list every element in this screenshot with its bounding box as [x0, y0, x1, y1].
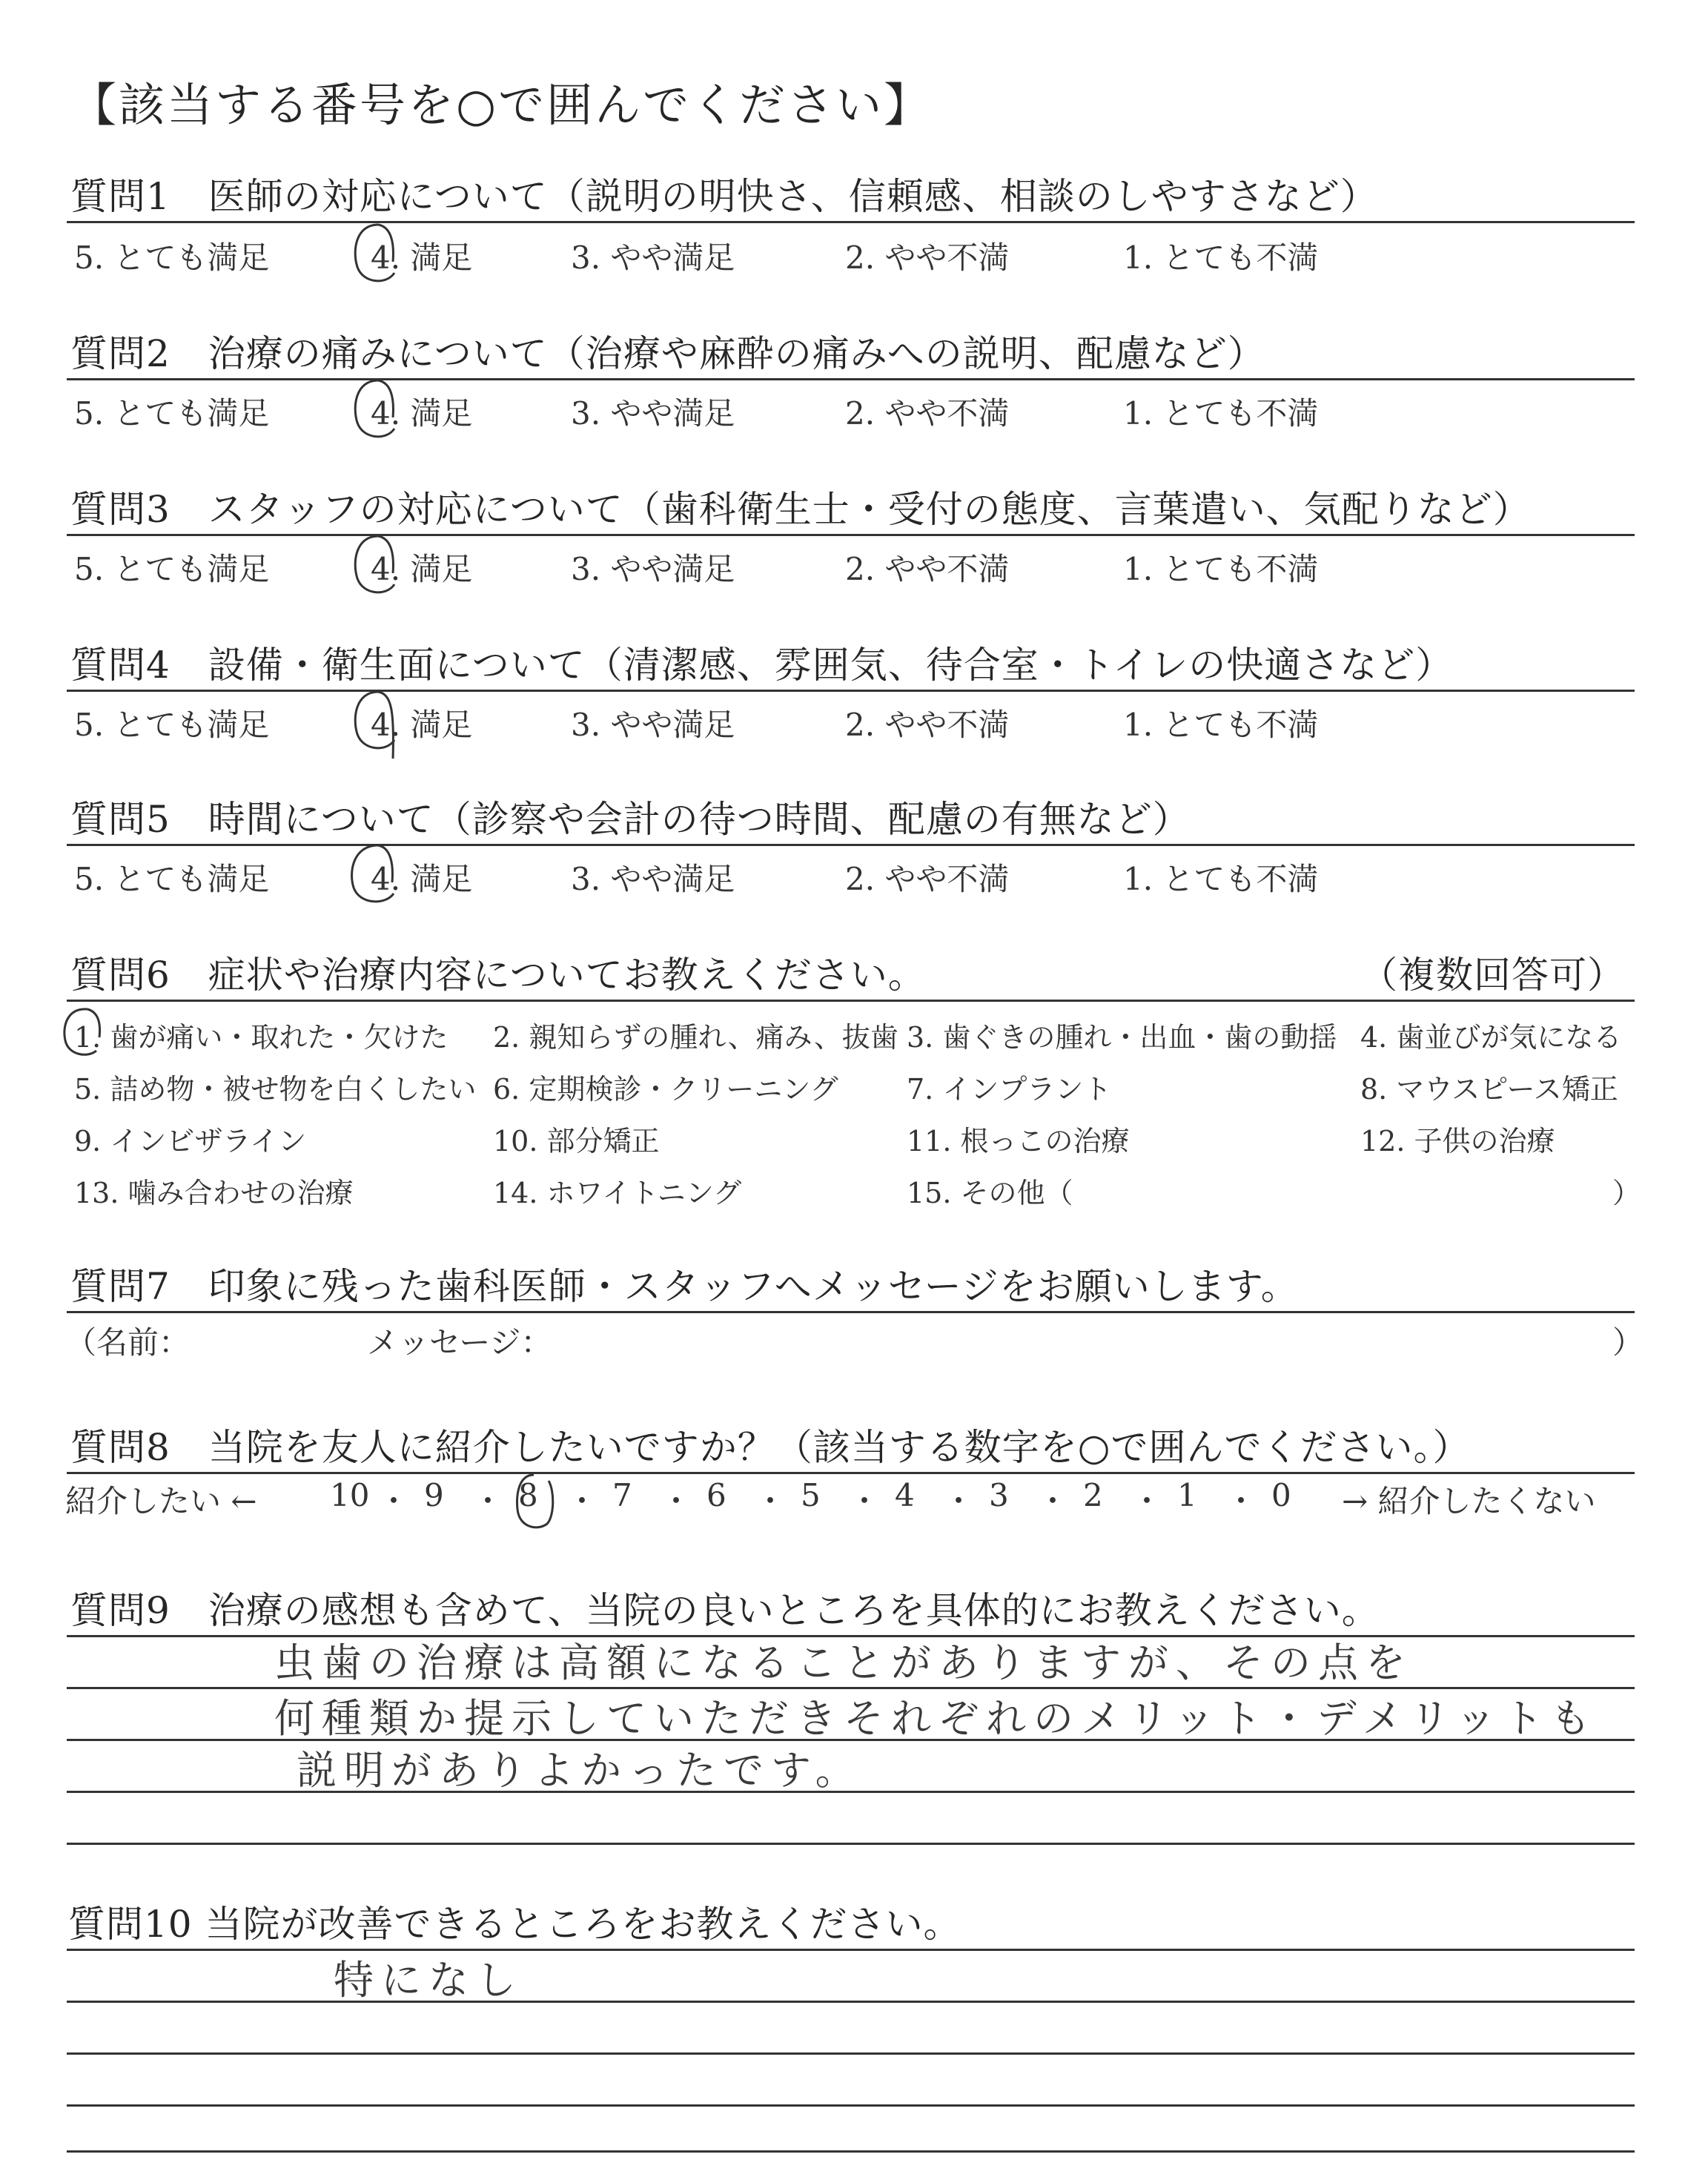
page-title: 【該当する番号を○で囲んでください】: [70, 78, 933, 132]
scale-separator-dot: ・: [1225, 1483, 1257, 1519]
scale-separator-dot: ・: [472, 1483, 504, 1519]
scale-value[interactable]: 5: [801, 1477, 821, 1513]
q6-item-6[interactable]: 6. 定期検診・クリーニング: [493, 1073, 838, 1106]
q4-option-4[interactable]: 4. 満足: [371, 707, 473, 743]
q6-item-3[interactable]: 3. 歯ぐきの腫れ・出血・歯の動揺: [907, 1021, 1337, 1054]
q6-item-14[interactable]: 14. ホワイトニング: [493, 1177, 742, 1209]
divider: [67, 1949, 1635, 1951]
divider: [67, 1472, 1635, 1474]
q4-option-2[interactable]: 2. やや不満: [845, 707, 1010, 743]
q10-answer-line-1[interactable]: 特になし: [334, 1957, 523, 2004]
q1-option-4[interactable]: 4. 満足: [371, 240, 473, 276]
q6-item-15[interactable]: 15. その他（: [907, 1177, 1073, 1209]
q4-option-1[interactable]: 1. とても不満: [1123, 707, 1319, 743]
name-label: （名前：: [65, 1324, 191, 1361]
q4-option-5[interactable]: 5. とても満足: [74, 707, 270, 743]
q3-option-1[interactable]: 1. とても不満: [1123, 551, 1319, 587]
question-5-title: 質問5 時間について（診察や会計の待つ時間、配慮の有無など）: [70, 798, 1191, 841]
divider: [67, 221, 1635, 223]
q6-item-9[interactable]: 9. インビザライン: [74, 1125, 307, 1157]
q2-option-1[interactable]: 1. とても不満: [1123, 395, 1319, 432]
question-10-title: 質問10 当院が改善できるところをお教えください。: [68, 1903, 961, 1946]
answer-line: [67, 2052, 1635, 2055]
q3-option-2[interactable]: 2. やや不満: [845, 551, 1010, 587]
scale-value[interactable]: 9: [424, 1477, 444, 1513]
answer-line: [67, 2104, 1635, 2107]
selection-circle-mark: [348, 532, 408, 599]
selection-circle-mark: [348, 688, 408, 762]
recommend-right-label: → 紹介したくない: [1342, 1483, 1596, 1519]
scale-value[interactable]: 8: [518, 1477, 538, 1513]
q9-answer-line-2[interactable]: 何種類か提示していただきそれぞれのメリット・デメリットも: [274, 1695, 1598, 1742]
recommend-left-label: 紹介したい ←: [65, 1483, 257, 1519]
scale-separator-dot: ・: [849, 1483, 881, 1519]
scale-separator-dot: ・: [1131, 1483, 1163, 1519]
q6-item-12[interactable]: 12. 子供の治療: [1360, 1125, 1555, 1157]
scale-value[interactable]: 10: [330, 1477, 370, 1513]
q2-option-4[interactable]: 4. 満足: [371, 395, 473, 432]
q2-option-2[interactable]: 2. やや不満: [845, 395, 1010, 432]
q4-option-3[interactable]: 3. やや満足: [571, 707, 735, 743]
q6-item-5[interactable]: 5. 詰め物・被せ物を白くしたい: [74, 1073, 477, 1106]
divider: [67, 844, 1635, 846]
q6-item-1[interactable]: 1. 歯が痛い・取れた・欠けた: [74, 1021, 448, 1054]
divider: [67, 534, 1635, 536]
q6-item-4[interactable]: 4. 歯並びが気になる: [1360, 1021, 1622, 1054]
question-4-title: 質問4 設備・衛生面について（清潔感、雰囲気、待合室・トイレの快適さなど）: [70, 644, 1454, 687]
question-6-title: 質問6 症状や治療内容についてお教えください。: [70, 954, 926, 997]
q3-option-5[interactable]: 5. とても満足: [74, 551, 270, 587]
scale-value[interactable]: 4: [895, 1477, 915, 1513]
q9-answer-line-1[interactable]: 虫歯の治療は高額になることがありますが、その点を: [274, 1639, 1413, 1686]
scale-separator-dot: ・: [378, 1483, 410, 1519]
question-8-title: 質問8 当院を友人に紹介したいですか？（該当する数字を○で囲んでください。）: [70, 1426, 1471, 1469]
message-close-paren: ）: [1612, 1324, 1644, 1361]
q5-option-1[interactable]: 1. とても不満: [1123, 861, 1319, 897]
answer-line: [67, 2150, 1635, 2153]
q5-option-5[interactable]: 5. とても満足: [74, 861, 270, 897]
divider: [67, 1000, 1635, 1002]
divider: [67, 690, 1635, 692]
selection-circle-mark: [345, 842, 408, 908]
divider: [67, 378, 1635, 380]
scale-value[interactable]: 2: [1083, 1477, 1103, 1513]
scale-value[interactable]: 6: [706, 1477, 726, 1513]
q6-item-13[interactable]: 13. 噛み合わせの治療: [74, 1177, 354, 1209]
q1-option-1[interactable]: 1. とても不満: [1123, 240, 1319, 276]
q9-answer-line-3[interactable]: 説明がありよかったです。: [297, 1747, 863, 1794]
scale-value[interactable]: 7: [612, 1477, 632, 1513]
question-9-title: 質問9 治療の感想も含めて、当院の良いところを具体的にお教えください。: [70, 1589, 1380, 1632]
scale-separator-dot: ・: [1037, 1483, 1069, 1519]
answer-line: [67, 2001, 1635, 2003]
question-3-title: 質問3 スタッフの対応について（歯科衛生士・受付の態度、言葉遣い、気配りなど）: [70, 488, 1531, 531]
q5-option-2[interactable]: 2. やや不満: [845, 861, 1010, 897]
selection-circle-mark: [348, 221, 408, 288]
q2-option-3[interactable]: 3. やや満足: [571, 395, 735, 432]
q6-item-2[interactable]: 2. 親知らずの腫れ、痛み、抜歯: [493, 1021, 898, 1054]
q3-option-4[interactable]: 4. 満足: [371, 551, 473, 587]
question-1-title: 質問1 医師の対応について（説明の明快さ、信頼感、相談のしやすさなど）: [70, 175, 1378, 218]
scale-separator-dot: ・: [943, 1483, 975, 1519]
scale-value[interactable]: 1: [1177, 1477, 1197, 1513]
multiple-answers-note: （複数回答可）: [1360, 954, 1625, 997]
scale-value[interactable]: 0: [1271, 1477, 1291, 1513]
question-7-title: 質問7 印象に残った歯科医師・スタッフへメッセージをお願いします。: [70, 1265, 1299, 1308]
selection-circle-mark: [58, 1005, 110, 1060]
selection-circle-mark: [348, 377, 408, 443]
q1-option-2[interactable]: 2. やや不満: [845, 240, 1010, 276]
q6-item-11[interactable]: 11. 根っこの治療: [907, 1125, 1130, 1157]
q5-option-4[interactable]: 4. 満足: [371, 861, 473, 897]
q6-item-7[interactable]: 7. インプラント: [907, 1073, 1112, 1106]
q3-option-3[interactable]: 3. やや満足: [571, 551, 735, 587]
scale-separator-dot: ・: [755, 1483, 787, 1519]
q6-item-10[interactable]: 10. 部分矯正: [493, 1125, 660, 1157]
scale-separator-dot: ・: [661, 1483, 692, 1519]
q1-option-3[interactable]: 3. やや満足: [571, 240, 735, 276]
q6-other-close-paren: ）: [1612, 1177, 1641, 1209]
divider: [67, 1311, 1635, 1313]
message-label: メッセージ：: [367, 1324, 552, 1361]
answer-line: [67, 1843, 1635, 1845]
q5-option-3[interactable]: 3. やや満足: [571, 861, 735, 897]
selection-circle-mark: [512, 1472, 563, 1535]
q6-item-8[interactable]: 8. マウスピース矯正: [1360, 1073, 1618, 1106]
scale-separator-dot: ・: [566, 1483, 598, 1519]
q1-option-5[interactable]: 5. とても満足: [74, 240, 270, 276]
question-2-title: 質問2 治療の痛みについて（治療や麻酔の痛みへの説明、配慮など）: [70, 332, 1265, 375]
scale-value[interactable]: 3: [989, 1477, 1009, 1513]
q2-option-5[interactable]: 5. とても満足: [74, 395, 270, 432]
